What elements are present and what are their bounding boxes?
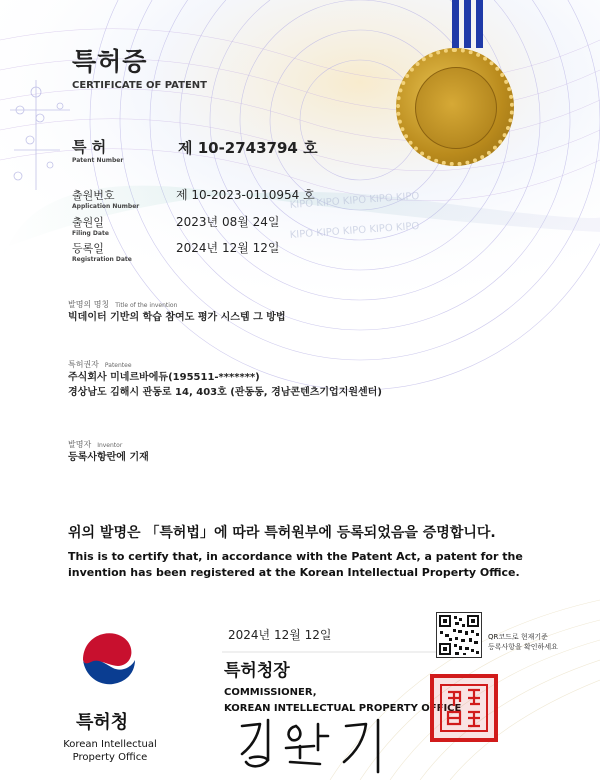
commissioner-title-en: COMMISSIONER, KOREAN INTELLECTUAL PROPERTY OFFICE	[224, 687, 462, 714]
gold-seal-icon	[396, 48, 514, 166]
certificate-title-en: CERTIFICATE OF PATENT	[72, 80, 207, 91]
office-name-en: Korean Intellectual Property Office	[63, 739, 157, 763]
application-number-value: 제 10-2023-0110954 호	[176, 188, 315, 202]
ribbon-stripe	[464, 0, 471, 48]
invention-label: 발명의 명칭 Title of the invention	[68, 300, 178, 309]
commissioner-title-ko: 특허청장	[224, 661, 290, 681]
filing-date-label: 출원일 Filing Date	[72, 216, 109, 237]
svg-text:KIPO KIPO KIPO KIPO KIPO: KIPO KIPO KIPO KIPO KIPO	[289, 220, 420, 241]
registration-date-value: 2024년 12월 12일	[176, 241, 280, 255]
kipo-logo-icon	[75, 624, 141, 690]
qr-code-icon[interactable]	[436, 612, 482, 658]
application-number-label: 출원번호 Application Number	[72, 189, 140, 210]
invention-title: 빅데이터 기반의 학습 참여도 평가 시스템 그 방법	[68, 312, 286, 323]
patentee-address: 경상남도 김해시 관동로 14, 403호 (관동동, 경남콘텐츠기업지원센터)	[68, 387, 382, 398]
official-stamp-icon	[430, 674, 498, 742]
certification-statement-en: This is to certify that, in accordance with the Patent Act, a patent for the invention has been registered at the Korean Intellectual Property Office.	[68, 550, 523, 579]
ribbon-stripe	[452, 0, 459, 48]
patentee-label: 특허권자 Patentee	[68, 360, 132, 369]
registration-date-label: 등록일 Registration Date	[72, 242, 132, 263]
certification-statement-ko: 위의 발명은 「특허법」에 따라 특허원부에 등록되었음을 증명합니다.	[68, 525, 496, 541]
filing-date-value: 2023년 08월 24일	[176, 215, 280, 229]
patent-number-label: 특 허 Patent Number	[72, 138, 124, 164]
office-name-ko: 특허청	[76, 712, 129, 733]
issue-date: 2024년 12월 12일	[228, 628, 332, 642]
patentee-name: 주식회사 미네르바에듀(195511-*******)	[68, 372, 260, 383]
inventor-value: 등록사항란에 기재	[68, 452, 149, 463]
ribbon-stripe	[476, 0, 483, 48]
inventor-label: 발명자 Inventor	[68, 440, 123, 449]
qr-instruction: QR코드로 현재기준 등록사항을 확인하세요	[488, 633, 558, 651]
patent-number-value: 제 10-2743794 호	[178, 139, 318, 157]
certificate-title: 특허증	[72, 47, 148, 76]
watermark-text: KIPO KIPO KIPO KIPO KIPO	[289, 190, 420, 211]
commissioner-signature	[236, 716, 396, 776]
